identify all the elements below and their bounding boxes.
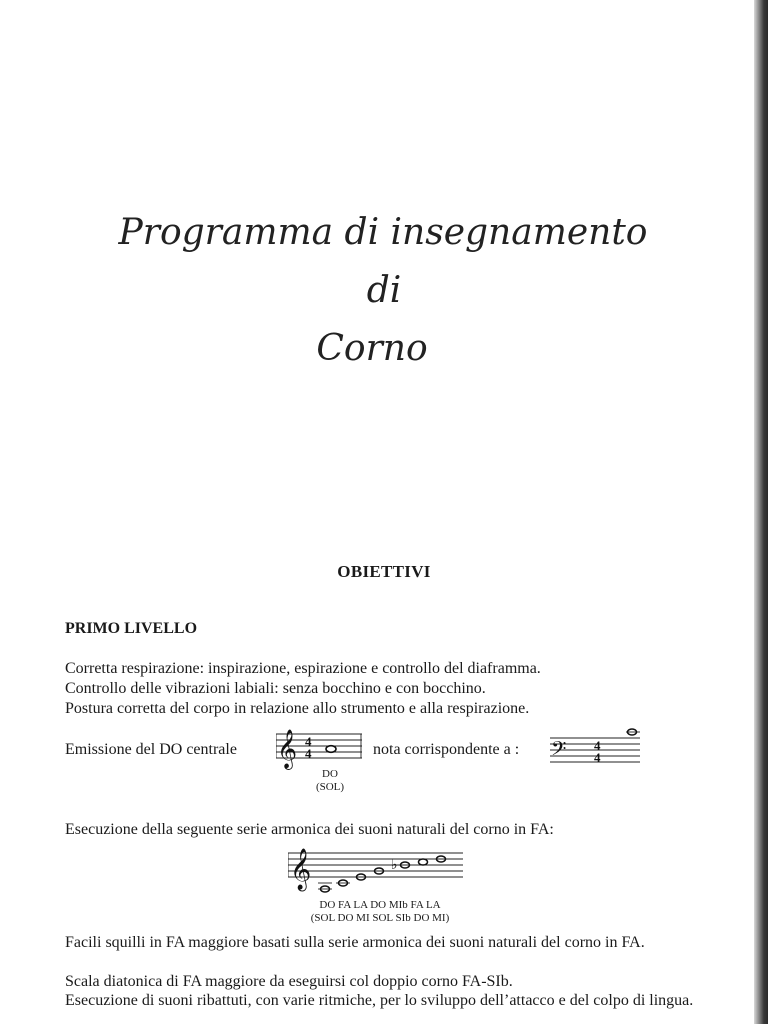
emission-label: Emissione del DO centrale (65, 741, 237, 758)
page-gutter-shadow (754, 0, 768, 1024)
time-sig-top: 4 (305, 734, 312, 749)
paragraph-ribattuti: Esecuzione di suoni ribattuti, con varie ritmiche, per lo sviluppo dell’attacco e del colpo di lingua. (65, 992, 694, 1009)
note-fa-high (419, 859, 428, 865)
do-note-label: DO (322, 768, 338, 780)
bass-clef-icon: 𝄢 (551, 737, 567, 765)
treble-clef-icon: 𝄞 (290, 849, 312, 890)
series-notes-sub-label: (SOL DO MI SOL SIb DO MI) (310, 912, 450, 924)
title-line-1: Programma di insegnamento (118, 212, 648, 253)
paragraph-respiration: Corretta respirazione: inspirazione, espirazione e controllo del diaframma. (65, 660, 541, 677)
series-notes-group (321, 856, 446, 892)
corresponding-label: nota corrispondente a : (373, 741, 520, 758)
paragraph-vibrations: Controllo delle vibrazioni labiali: senza bocchino e con bocchino. (65, 680, 486, 697)
level-heading: PRIMO LIVELLO (65, 620, 198, 637)
title-line-3: Corno (316, 328, 428, 369)
flat-icon: ♭ (391, 857, 398, 873)
do-note-sub-label: (SOL) (315, 781, 345, 793)
paragraph-squilli: Facili squilli in FA maggiore basati sulla serie armonica dei suoni naturali del corno in FA. (65, 934, 645, 951)
bass-time-sig-top: 4 (594, 738, 601, 753)
series-intro: Esecuzione della seguente serie armonica dei suoni naturali del corno in FA: (65, 821, 554, 838)
series-notes-label: DO FA LA DO MIb FA LA (319, 899, 441, 911)
bass-time-sig-bottom: 4 (594, 750, 601, 765)
section-heading: OBIETTIVI (337, 562, 431, 581)
treble-clef-icon: 𝄞 (277, 729, 298, 769)
paragraph-scala: Scala diatonica di FA maggiore da eseguirsi col doppio corno FA-SIb. (65, 973, 513, 990)
title-line-2: di (366, 270, 402, 311)
whole-note-icon (326, 746, 336, 753)
harmonic-series-staff (288, 843, 464, 899)
bass-staff (550, 728, 642, 772)
paragraph-posture: Postura corretta del corpo in relazione allo strumento e alla respirazione. (65, 700, 530, 717)
time-sig-bottom: 4 (305, 746, 312, 761)
